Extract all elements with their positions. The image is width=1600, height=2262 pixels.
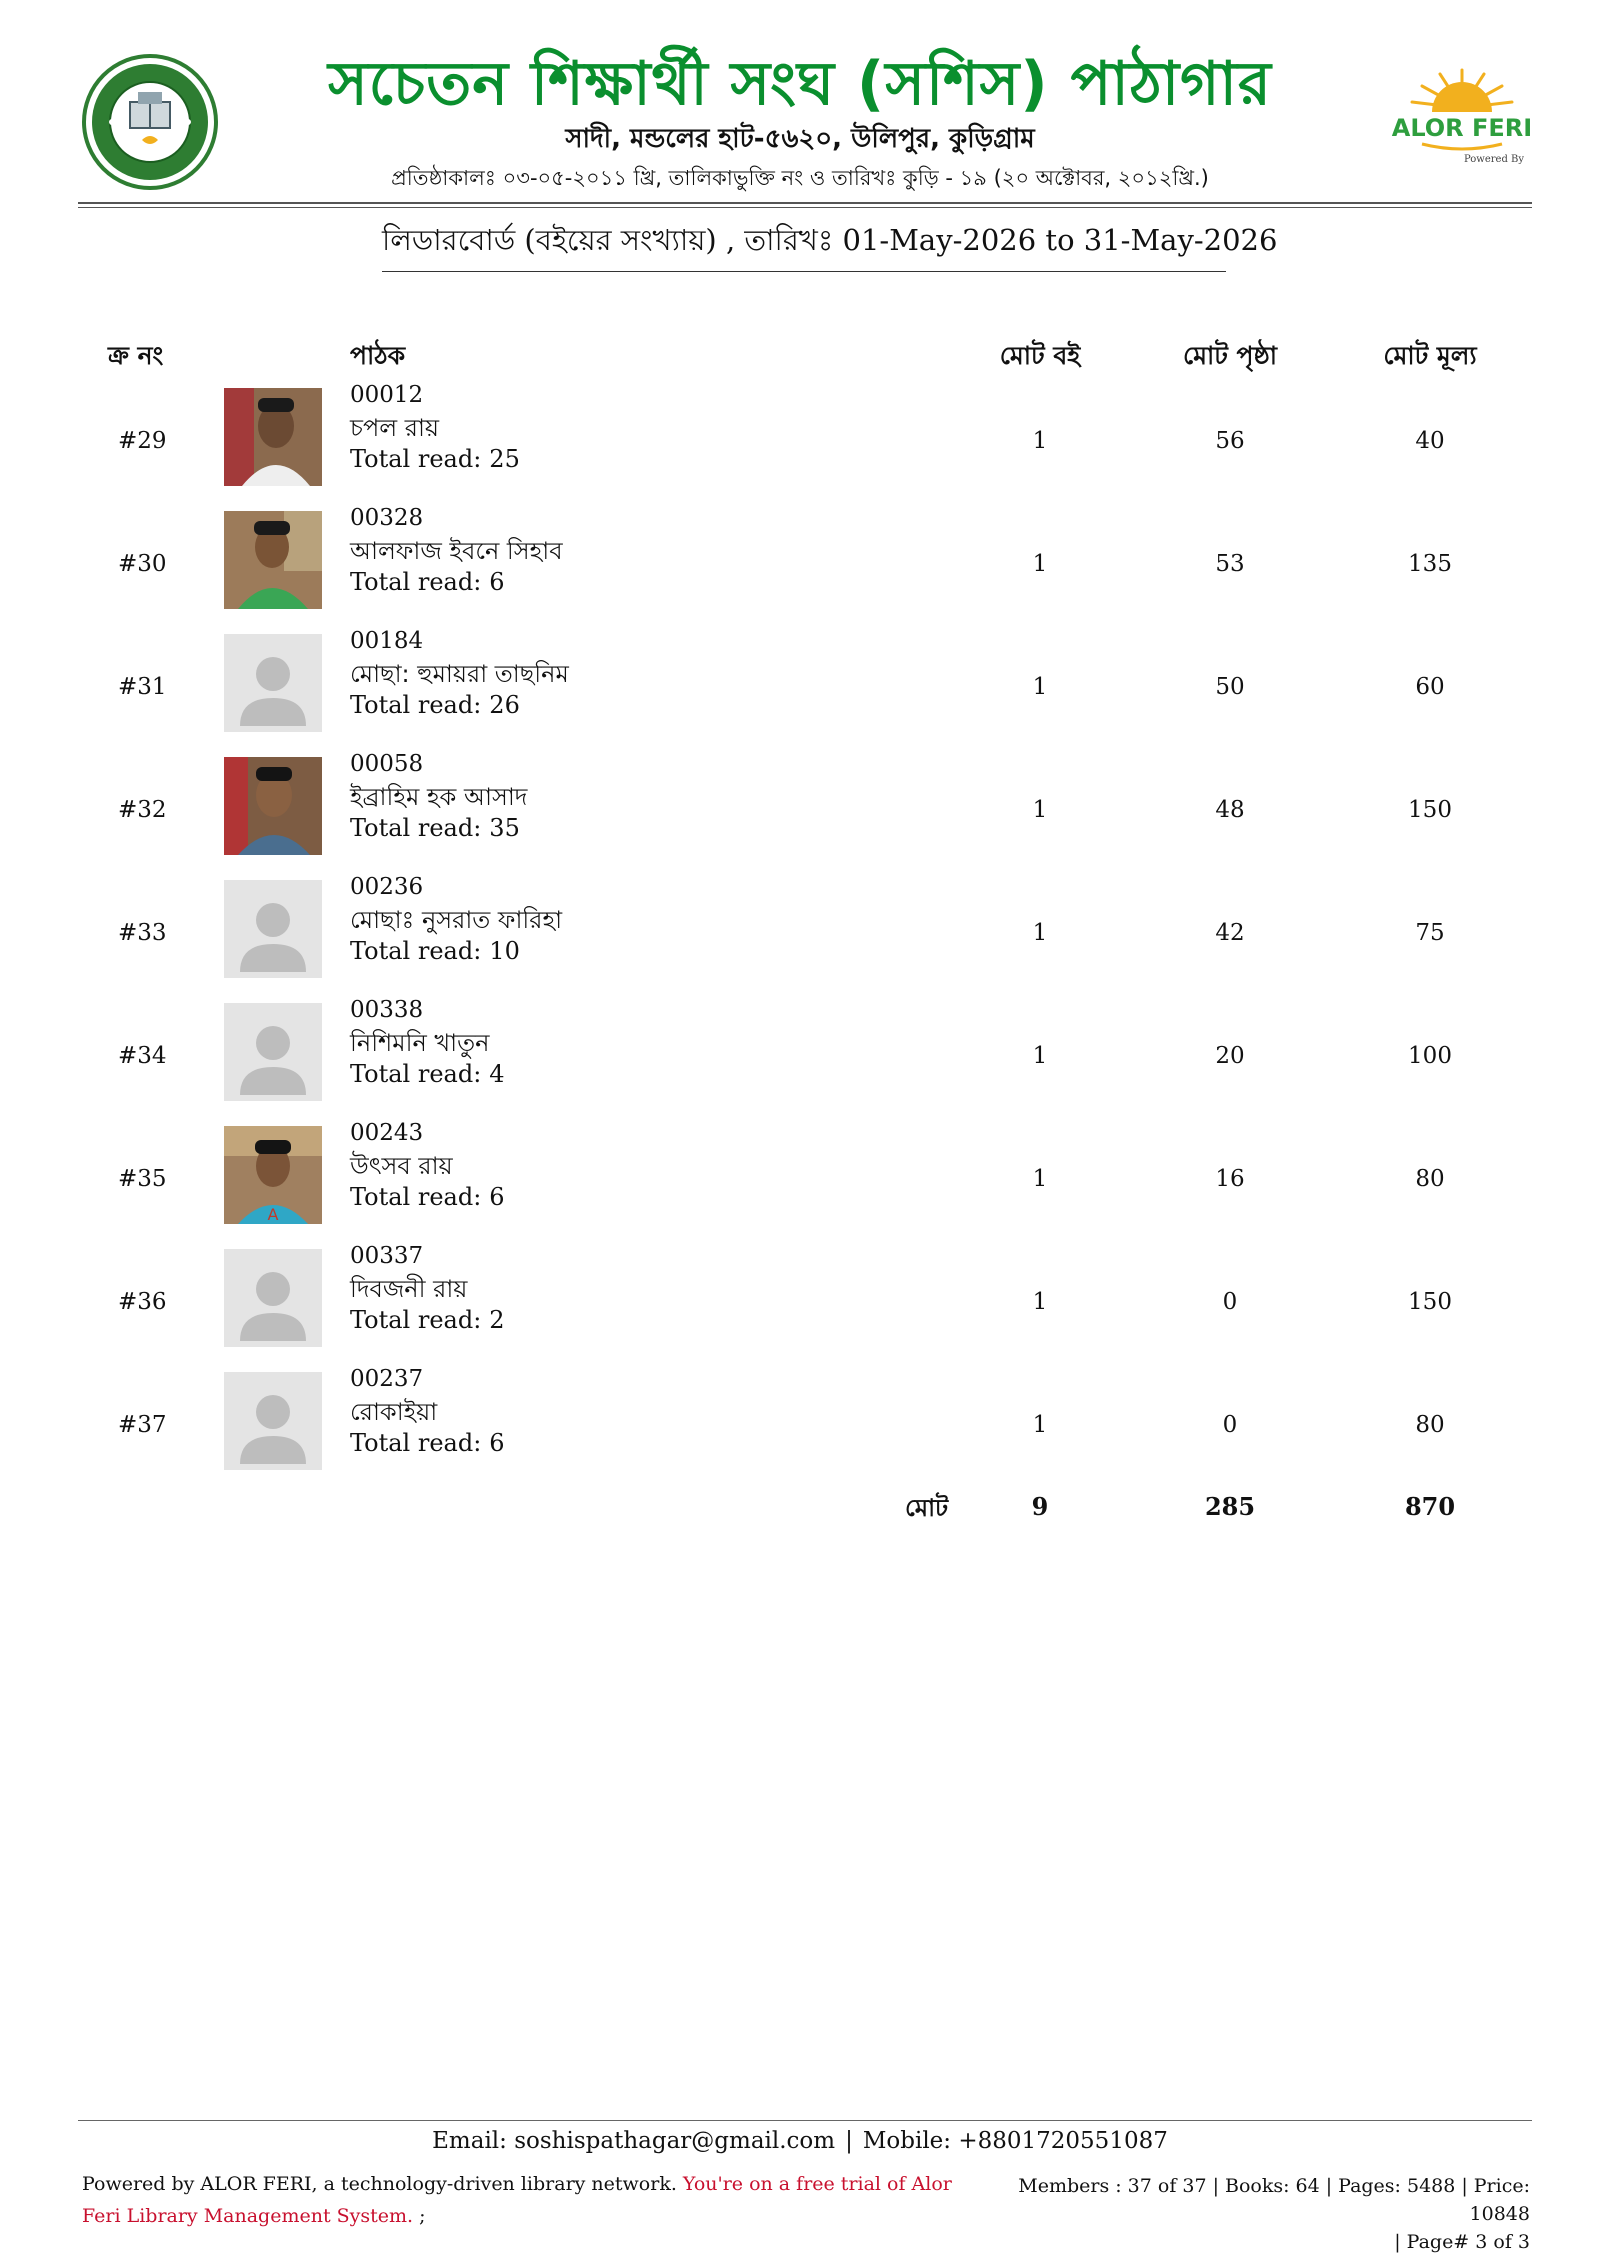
footer-stats: Members : 37 of 37 | Books: 64 | Pages: 5488 | Price: 10848 | Page# 3 of 3 [960, 2172, 1530, 2256]
reader-total-read [350, 937, 520, 965]
reader-name: ইব্রাহিম হক আসাদ [350, 783, 528, 811]
total-read-label: Total read: [350, 814, 482, 842]
column-header-reader: পাঠক [350, 341, 406, 370]
row-rank: #36 [118, 1289, 167, 1315]
organization-registration-info: প্রতিষ্ঠাকালঃ ০৩-০৫-২০১১ খ্রি, তালিকাভুক্তি নং ও তারিখঃ কুড়ি - ১৯ (২০ অক্টোবর, ২০১২খ্রি.) [391, 166, 1209, 190]
reader-name: মোছাঃ নুসরাত ফারিহা [350, 906, 563, 934]
report-date-from: 01-May-2026 [842, 223, 1037, 257]
row-rank: #37 [118, 1412, 167, 1438]
reader-id: 00058 [350, 751, 424, 777]
column-header-rank: ক্র নং [108, 341, 164, 370]
total-read-value: 26 [489, 691, 520, 719]
alor-feri-logo [1382, 62, 1542, 172]
table-row [0, 1120, 1600, 1249]
reader-total-read [350, 691, 520, 719]
reader-id: 00237 [350, 1366, 424, 1392]
row-total-price: 75 [1415, 920, 1445, 946]
reader-name: উৎসব রায় [350, 1152, 453, 1180]
row-total-pages: 20 [1215, 1043, 1245, 1069]
row-total-books: 1 [1032, 1166, 1048, 1192]
reader-total-read [350, 1183, 505, 1211]
row-rank: #29 [118, 428, 167, 454]
row-total-pages: 53 [1215, 551, 1245, 577]
alor-feri-tagline: Powered By [1463, 154, 1525, 165]
reader-id: 00338 [350, 997, 424, 1023]
page-number: | Page# 3 of 3 [1394, 2231, 1530, 2253]
totals-books: 9 [1031, 1492, 1049, 1521]
column-header-total-price: মোট মূল্য [1383, 341, 1477, 370]
table-row [0, 628, 1600, 757]
library-seal-logo [82, 54, 218, 190]
total-read-value: 6 [489, 1429, 505, 1457]
row-total-books: 1 [1032, 674, 1048, 700]
row-total-books: 1 [1032, 1289, 1048, 1315]
reader-name: নিশিমনি খাতুন [350, 1029, 490, 1057]
reader-total-read [350, 814, 520, 842]
row-total-price: 100 [1408, 1043, 1452, 1069]
row-total-price: 40 [1415, 428, 1445, 454]
report-date-to-word: to [1045, 223, 1075, 257]
row-total-books: 1 [1032, 1043, 1048, 1069]
totals-pages: 285 [1204, 1492, 1256, 1521]
row-total-pages: 0 [1222, 1412, 1238, 1438]
totals-price: 870 [1404, 1492, 1456, 1521]
row-total-pages: 16 [1215, 1166, 1245, 1192]
avatar-placeholder-icon [224, 634, 322, 732]
footer-powered-by [82, 2168, 962, 2232]
row-total-books: 1 [1032, 920, 1048, 946]
total-read-value: 6 [489, 1183, 505, 1211]
row-rank: #32 [118, 797, 167, 823]
row-total-books: 1 [1032, 797, 1048, 823]
total-read-value: 10 [489, 937, 520, 965]
row-total-price: 135 [1408, 551, 1452, 577]
row-total-price: 150 [1408, 797, 1452, 823]
totals-row [0, 1490, 1600, 1530]
row-total-books: 1 [1032, 1412, 1048, 1438]
reader-total-read [350, 1429, 505, 1457]
table-row [0, 382, 1600, 511]
row-rank: #31 [118, 674, 167, 700]
column-header-total-books: মোট বই [999, 341, 1081, 370]
total-read-label: Total read: [350, 937, 482, 965]
row-rank: #30 [118, 551, 167, 577]
table-row [0, 874, 1600, 1003]
reader-name: চপল রায় [350, 414, 440, 442]
footer-email: Email: soshispathagar@gmail.com [432, 2128, 836, 2154]
reader-total-read [350, 1060, 505, 1088]
total-read-value: 25 [489, 445, 520, 473]
table-row [0, 751, 1600, 880]
row-total-pages: 48 [1215, 797, 1245, 823]
header-divider [78, 202, 1532, 208]
reader-total-read [350, 445, 520, 473]
footer-contact: Email: soshispathagar@gmail.com | Mobile: +8801720551087 [432, 2128, 1168, 2154]
table-row [0, 1243, 1600, 1372]
total-read-value: 4 [489, 1060, 505, 1088]
total-read-label: Total read: [350, 1060, 482, 1088]
total-read-value: 35 [489, 814, 520, 842]
reader-name: আলফাজ ইবনে সিহাব [350, 537, 563, 565]
stat-members: Members : 37 of 37 [1018, 2175, 1207, 2197]
table-row [0, 505, 1600, 634]
row-rank: #34 [118, 1043, 167, 1069]
reader-id: 00243 [350, 1120, 424, 1146]
totals-label: মোট [905, 1494, 949, 1522]
avatar-placeholder-icon [224, 1372, 322, 1470]
reader-id: 00012 [350, 382, 424, 408]
total-read-value: 2 [489, 1306, 505, 1334]
report-title [382, 218, 1278, 272]
row-total-price: 80 [1415, 1412, 1445, 1438]
reader-total-read [350, 1306, 505, 1334]
reader-name: মোছা: হুমায়রা তাছনিম [350, 660, 569, 688]
reader-photo [224, 388, 322, 486]
row-total-pages: 42 [1215, 920, 1245, 946]
reader-photo [224, 1126, 322, 1224]
total-read-value: 6 [489, 568, 505, 596]
footer-mobile: Mobile: +8801720551087 [862, 2128, 1168, 2154]
free-trial-notice: You're on a free trial of Alor Feri Library Management System. [82, 2173, 952, 2227]
stat-price: Price: 10848 [1469, 2175, 1530, 2225]
row-total-price: 80 [1415, 1166, 1445, 1192]
reader-name: দিবজনী রায় [350, 1275, 468, 1303]
total-read-label: Total read: [350, 1183, 482, 1211]
reader-id: 00184 [350, 628, 424, 654]
table-row [0, 1366, 1600, 1495]
organization-title: সচেতন শিক্ষার্থী সংঘ (সশিস) পাঠাগার [328, 49, 1272, 119]
powered-by-text: Powered by ALOR FERI, a technology-driven library network. [82, 2173, 677, 2195]
row-total-price: 60 [1415, 674, 1445, 700]
avatar-placeholder-icon [224, 1003, 322, 1101]
table-row [0, 997, 1600, 1126]
stat-books: Books: 64 [1225, 2175, 1320, 2197]
row-total-price: 150 [1408, 1289, 1452, 1315]
report-title-label: লিডারবোর্ড (বইয়ের সংখ্যায়) , তারিখঃ [382, 223, 834, 257]
row-total-pages: 56 [1215, 428, 1245, 454]
row-rank: #35 [118, 1166, 167, 1192]
footer-divider [78, 2120, 1532, 2121]
alor-feri-brand-text: ALOR FERI [1391, 114, 1533, 142]
row-total-pages: 50 [1215, 674, 1245, 700]
reader-name: রোকাইয়া [350, 1398, 438, 1426]
total-read-label: Total read: [350, 691, 482, 719]
row-total-books: 1 [1032, 428, 1048, 454]
total-read-label: Total read: [350, 568, 482, 596]
svg-text:A: A [267, 1205, 279, 1224]
reader-id: 00236 [350, 874, 424, 900]
avatar-placeholder-icon [224, 880, 322, 978]
row-rank: #33 [118, 920, 167, 946]
reader-total-read [350, 568, 505, 596]
report-date-to: 31-May-2026 [1083, 223, 1278, 257]
column-header-total-pages: মোট পৃষ্ঠা [1182, 341, 1278, 370]
organization-address: সাদী, মন্ডলের হাট-৫৬২০, উলিপুর, কুড়িগ্রাম [565, 124, 1035, 154]
trial-suffix: ; [419, 2205, 426, 2227]
row-total-pages: 0 [1222, 1289, 1238, 1315]
reader-id: 00328 [350, 505, 424, 531]
row-total-books: 1 [1032, 551, 1048, 577]
reader-photo [224, 511, 322, 609]
stat-pages: Pages: 5488 [1338, 2175, 1456, 2197]
reader-id: 00337 [350, 1243, 424, 1269]
total-read-label: Total read: [350, 1306, 482, 1334]
total-read-label: Total read: [350, 1429, 482, 1457]
avatar-placeholder-icon [224, 1249, 322, 1347]
reader-photo [224, 757, 322, 855]
total-read-label: Total read: [350, 445, 482, 473]
